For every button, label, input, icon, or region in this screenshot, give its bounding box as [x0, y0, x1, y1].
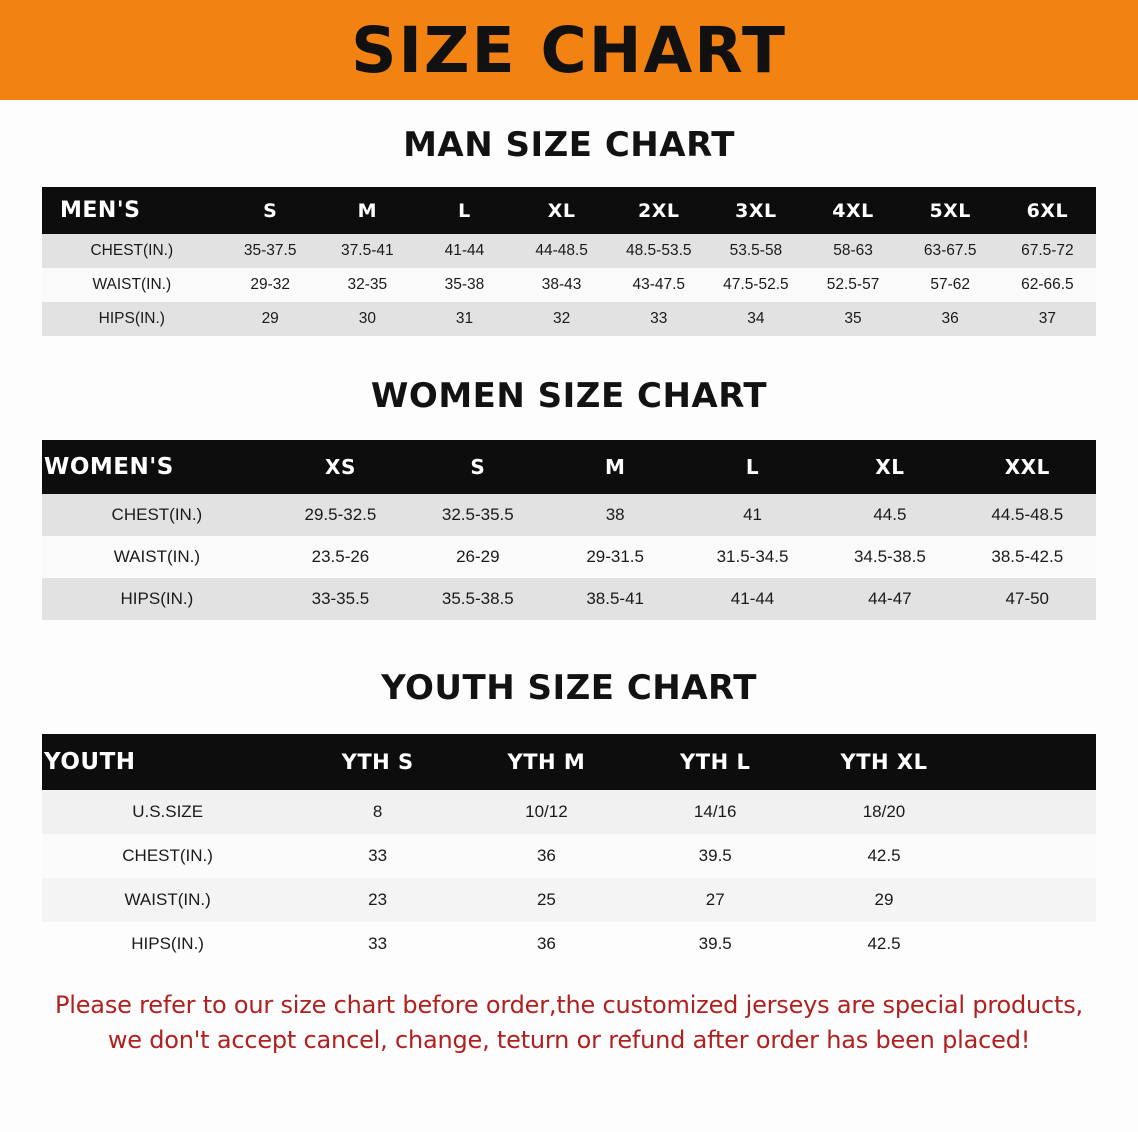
women-header-label: WOMEN'S — [44, 454, 174, 480]
table-row — [42, 790, 1096, 834]
man-row-chest-label: CHEST(IN.) — [90, 242, 174, 259]
man-chest-m: 37.5-41 — [341, 242, 394, 259]
man-hips-s: 29 — [261, 310, 279, 327]
women-header-s: S — [470, 455, 486, 479]
women-waist-xs: 23.5-26 — [311, 547, 370, 566]
women-waist-s: 26-29 — [456, 547, 500, 566]
women-table-header — [42, 440, 1096, 494]
women-row-chest-label: CHEST(IN.) — [111, 505, 203, 524]
man-header-6xl: 6XL — [1026, 199, 1069, 222]
man-chest-5xl: 63-67.5 — [923, 242, 977, 259]
man-header-4xl: 4XL — [832, 199, 874, 222]
table-row — [42, 494, 1096, 536]
page-title: SIZE CHART — [351, 13, 787, 87]
youth-chest-s: 33 — [368, 846, 388, 865]
women-chest-xl: 44.5 — [873, 505, 907, 524]
man-waist-5xl: 57-62 — [930, 276, 970, 293]
women-chest-xxl: 44.5-48.5 — [991, 505, 1064, 524]
table-header-row — [42, 440, 1096, 494]
table-row — [42, 268, 1096, 302]
man-hips-m: 30 — [358, 310, 376, 327]
table-row — [42, 878, 1096, 922]
women-row-waist-label: WAIST(IN.) — [113, 547, 200, 566]
women-hips-xs: 33-35.5 — [311, 589, 370, 608]
youth-waist-xl: 29 — [874, 890, 894, 909]
man-chest-6xl: 67.5-72 — [1021, 242, 1074, 259]
youth-row-hips-label: HIPS(IN.) — [131, 934, 204, 953]
youth-hips-s: 33 — [368, 934, 388, 953]
women-waist-xxl: 38.5-42.5 — [991, 547, 1064, 566]
man-hips-3xl: 34 — [747, 310, 765, 327]
women-hips-s: 35.5-38.5 — [441, 589, 514, 608]
man-header-label: MEN'S — [60, 198, 141, 223]
youth-table-header — [42, 734, 1096, 790]
man-chest-2xl: 48.5-53.5 — [626, 242, 692, 259]
man-hips-5xl: 36 — [941, 310, 959, 327]
women-waist-xl: 34.5-38.5 — [853, 547, 926, 566]
disclaimer-line-1: Please refer to our size chart before order,the customized jerseys are special products, — [55, 991, 1083, 1019]
table-row — [42, 578, 1096, 620]
youth-header-m: YTH M — [507, 750, 586, 774]
youth-chest-xl: 42.5 — [867, 846, 901, 865]
youth-header-label: YOUTH — [44, 749, 136, 775]
youth-hips-l: 39.5 — [698, 934, 732, 953]
man-chest-s: 35-37.5 — [243, 242, 297, 259]
women-waist-l: 31.5-34.5 — [716, 547, 789, 566]
youth-row-spacer — [968, 878, 1096, 922]
man-table-wrap — [42, 187, 1096, 336]
women-row-hips-label: HIPS(IN.) — [120, 589, 194, 608]
youth-size-table — [42, 734, 1096, 966]
man-table-body — [42, 234, 1096, 336]
disclaimer-note — [40, 988, 1098, 1058]
man-header-m: M — [357, 199, 378, 222]
women-chest-l: 41 — [743, 505, 762, 524]
man-waist-4xl: 52.5-57 — [826, 276, 880, 293]
table-header-row — [42, 734, 1096, 790]
youth-row-spacer — [968, 922, 1096, 966]
header-banner — [0, 0, 1138, 100]
youth-ussize-xl: 18/20 — [862, 802, 906, 821]
youth-hips-m: 36 — [536, 934, 556, 953]
man-table-header — [42, 187, 1096, 234]
women-hips-l: 41-44 — [730, 589, 775, 608]
women-hips-m: 38.5-41 — [586, 589, 644, 608]
man-header-5xl: 5XL — [929, 199, 971, 222]
table-row — [42, 302, 1096, 336]
man-hips-4xl: 35 — [844, 310, 862, 327]
youth-row-spacer — [968, 790, 1096, 834]
women-size-table — [42, 440, 1096, 620]
youth-header-spacer — [968, 734, 1096, 790]
youth-chest-l: 39.5 — [698, 846, 732, 865]
man-header-l: L — [458, 199, 471, 222]
women-hips-xl: 44-47 — [868, 589, 912, 608]
man-waist-3xl: 47.5-52.5 — [723, 276, 789, 293]
youth-chest-m: 36 — [536, 846, 556, 865]
youth-waist-m: 25 — [536, 890, 556, 909]
youth-table-wrap — [42, 734, 1096, 966]
man-waist-s: 29-32 — [250, 276, 291, 293]
women-header-m: M — [604, 455, 626, 479]
youth-hips-xl: 42.5 — [867, 934, 901, 953]
youth-table-body — [42, 790, 1096, 966]
youth-row-waist-label: WAIST(IN.) — [124, 890, 211, 909]
man-header-2xl: 2XL — [638, 199, 680, 222]
women-header-l: L — [745, 455, 760, 479]
youth-row-spacer — [968, 834, 1096, 878]
man-header-xl: XL — [547, 199, 576, 222]
man-header-3xl: 3XL — [735, 199, 777, 222]
youth-waist-s: 23 — [368, 890, 388, 909]
women-hips-xxl: 47-50 — [1005, 589, 1050, 608]
women-header-xxl: XXL — [1004, 455, 1050, 479]
man-waist-m: 32-35 — [347, 276, 388, 293]
man-row-waist-label: WAIST(IN.) — [92, 276, 172, 293]
table-row — [42, 922, 1096, 966]
man-chest-3xl: 53.5-58 — [729, 242, 783, 259]
man-chest-xl: 44-48.5 — [535, 242, 588, 259]
women-chest-m: 38 — [605, 505, 625, 524]
man-hips-6xl: 37 — [1038, 310, 1056, 327]
women-header-xs: XS — [325, 455, 356, 479]
table-row — [42, 536, 1096, 578]
youth-row-ussize-label: U.S.SIZE — [132, 802, 204, 821]
women-waist-m: 29-31.5 — [586, 547, 644, 566]
youth-header-s: YTH S — [341, 750, 414, 774]
youth-header-l: YTH L — [680, 750, 751, 774]
disclaimer-line-2: we don't accept cancel, change, teturn or refund after order has been placed! — [107, 1025, 1031, 1054]
man-hips-xl: 32 — [552, 310, 571, 327]
women-table-body — [42, 494, 1096, 620]
youth-ussize-l: 14/16 — [693, 802, 737, 821]
man-chest-l: 41-44 — [444, 242, 485, 259]
man-chest-4xl: 58-63 — [833, 242, 873, 259]
man-waist-xl: 38-43 — [541, 276, 582, 293]
youth-ussize-s: 8 — [372, 802, 383, 821]
women-header-xl: XL — [875, 455, 905, 479]
man-row-hips-label: HIPS(IN.) — [98, 310, 165, 327]
table-header-row — [42, 187, 1096, 234]
man-size-table — [42, 187, 1096, 336]
women-section-title: WOMEN SIZE CHART — [370, 376, 768, 416]
youth-waist-l: 27 — [705, 890, 725, 909]
youth-row-chest-label: CHEST(IN.) — [122, 846, 213, 865]
man-header-s: S — [263, 199, 278, 222]
man-hips-l: 31 — [455, 310, 474, 327]
youth-header-xl: YTH XL — [840, 750, 928, 774]
women-chest-xs: 29.5-32.5 — [304, 505, 377, 524]
man-waist-2xl: 43-47.5 — [632, 276, 686, 293]
women-table-wrap — [42, 440, 1096, 620]
man-waist-6xl: 62-66.5 — [1021, 276, 1074, 293]
youth-ussize-m: 10/12 — [525, 802, 568, 821]
table-row — [42, 234, 1096, 268]
table-row — [42, 834, 1096, 878]
youth-section-title: YOUTH SIZE CHART — [381, 668, 757, 708]
women-chest-s: 32.5-35.5 — [441, 505, 514, 524]
man-waist-l: 35-38 — [444, 276, 485, 293]
man-section-title: MAN SIZE CHART — [403, 125, 735, 165]
man-hips-2xl: 33 — [650, 310, 668, 327]
